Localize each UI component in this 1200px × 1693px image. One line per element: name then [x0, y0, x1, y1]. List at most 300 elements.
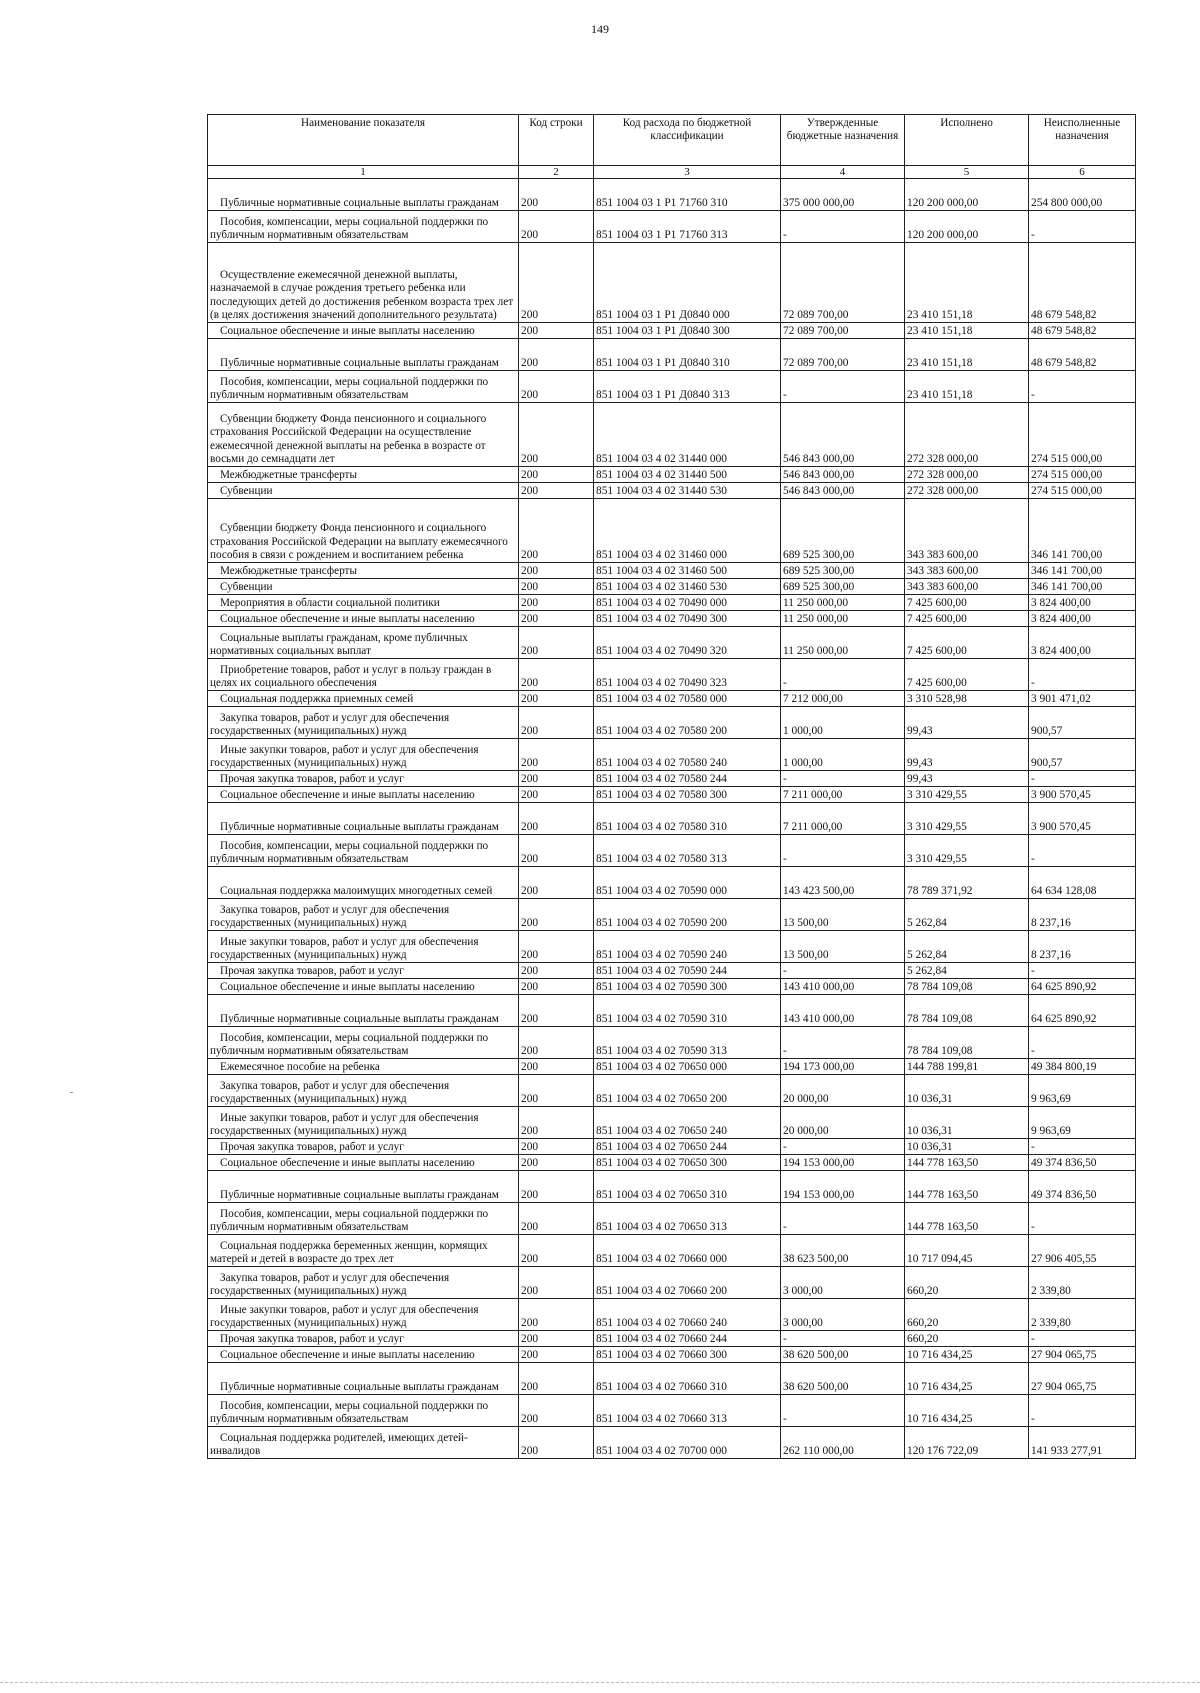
table-row	[208, 803, 1136, 835]
unexecuted-amount-cell: -	[1029, 1027, 1136, 1059]
unexecuted-amount-cell: 9 963,69	[1029, 1075, 1136, 1107]
row-code-cell: 200	[519, 979, 594, 995]
indicator-name-cell: Закупка товаров, работ и услуг для обеспечения государственных (муниципальных) нужд	[208, 707, 519, 739]
header-unexecuted: Неисполненные назначения	[1029, 115, 1136, 166]
executed-amount-cell: 99,43	[905, 707, 1029, 739]
unexecuted-amount-cell: 274 515 000,00	[1029, 483, 1136, 499]
expense-code-cell: 851 1004 03 4 02 70590 310	[594, 995, 781, 1027]
executed-amount-cell: 78 784 109,08	[905, 1027, 1029, 1059]
row-code-cell: 200	[519, 1139, 594, 1155]
row-code-cell: 200	[519, 787, 594, 803]
approved-amount-cell: -	[781, 371, 905, 403]
indicator-name-cell: Социальные выплаты гражданам, кроме публичных нормативных социальных выплат	[208, 627, 519, 659]
approved-amount-cell: 194 153 000,00	[781, 1155, 905, 1171]
executed-amount-cell: 10 036,31	[905, 1107, 1029, 1139]
approved-amount-cell: 7 211 000,00	[781, 787, 905, 803]
header-approved: Утвержденные бюджетные назначения	[781, 115, 905, 166]
approved-amount-cell: 143 410 000,00	[781, 995, 905, 1027]
expense-code-cell: 851 1004 03 4 02 70580 313	[594, 835, 781, 867]
row-code-cell: 200	[519, 1203, 594, 1235]
approved-amount-cell: 72 089 700,00	[781, 323, 905, 339]
column-number-row	[208, 166, 1136, 179]
unexecuted-amount-cell: 3 900 570,45	[1029, 787, 1136, 803]
executed-amount-cell: 5 262,84	[905, 963, 1029, 979]
executed-amount-cell: 120 200 000,00	[905, 179, 1029, 211]
expense-code-cell: 851 1004 03 4 02 70660 200	[594, 1267, 781, 1299]
indicator-name-cell: Межбюджетные трансферты	[208, 563, 519, 579]
executed-amount-cell: 23 410 151,18	[905, 243, 1029, 323]
approved-amount-cell: -	[781, 659, 905, 691]
expense-code-cell: 851 1004 03 4 02 70490 323	[594, 659, 781, 691]
unexecuted-amount-cell: 8 237,16	[1029, 899, 1136, 931]
column-number: 5	[905, 166, 1029, 179]
indicator-name-cell: Осуществление ежемесячной денежной выплаты, назначаемой в случае рождения третьего ребенка или последующих детей до достижения ребенком возраста трех лет (в целях достижения значений дополнительного результата)	[208, 243, 519, 323]
executed-amount-cell: 99,43	[905, 771, 1029, 787]
expense-code-cell: 851 1004 03 4 02 70490 320	[594, 627, 781, 659]
row-code-cell: 200	[519, 739, 594, 771]
approved-amount-cell: 143 423 500,00	[781, 867, 905, 899]
table-row	[208, 1331, 1136, 1347]
table-row	[208, 835, 1136, 867]
table-row	[208, 467, 1136, 483]
table-body	[208, 179, 1136, 1459]
unexecuted-amount-cell: -	[1029, 211, 1136, 243]
approved-amount-cell: 13 500,00	[781, 899, 905, 931]
indicator-name-cell: Пособия, компенсации, меры социальной поддержки по публичным нормативным обязательствам	[208, 1395, 519, 1427]
executed-amount-cell: 343 383 600,00	[905, 499, 1029, 563]
executed-amount-cell: 343 383 600,00	[905, 579, 1029, 595]
unexecuted-amount-cell: -	[1029, 1203, 1136, 1235]
row-code-cell: 200	[519, 1171, 594, 1203]
indicator-name-cell: Субвенции бюджету Фонда пенсионного и социального страхования Российской Федерации на осуществление ежемесячной денежной выплаты на ребенка в возрасте от восьми до семнадцати лет	[208, 403, 519, 467]
approved-amount-cell: 72 089 700,00	[781, 339, 905, 371]
indicator-name-cell: Прочая закупка товаров, работ и услуг	[208, 1139, 519, 1155]
approved-amount-cell: 38 623 500,00	[781, 1235, 905, 1267]
unexecuted-amount-cell: 48 679 548,82	[1029, 243, 1136, 323]
executed-amount-cell: 23 410 151,18	[905, 339, 1029, 371]
indicator-name-cell: Закупка товаров, работ и услуг для обеспечения государственных (муниципальных) нужд	[208, 899, 519, 931]
indicator-name-cell: Мероприятия в области социальной политики	[208, 595, 519, 611]
table-row	[208, 739, 1136, 771]
unexecuted-amount-cell: 27 904 065,75	[1029, 1363, 1136, 1395]
unexecuted-amount-cell: 8 237,16	[1029, 931, 1136, 963]
expense-code-cell: 851 1004 03 4 02 70580 300	[594, 787, 781, 803]
indicator-name-cell: Субвенции	[208, 483, 519, 499]
row-code-cell: 200	[519, 899, 594, 931]
row-code-cell: 200	[519, 1363, 594, 1395]
indicator-name-cell: Социальное обеспечение и иные выплаты населению	[208, 323, 519, 339]
unexecuted-amount-cell: -	[1029, 1395, 1136, 1427]
scan-artifact-line	[0, 1682, 1200, 1683]
expense-code-cell: 851 1004 03 4 02 70580 244	[594, 771, 781, 787]
table-row	[208, 1027, 1136, 1059]
table-row	[208, 243, 1136, 323]
executed-amount-cell: 10 716 434,25	[905, 1395, 1029, 1427]
unexecuted-amount-cell: 346 141 700,00	[1029, 579, 1136, 595]
executed-amount-cell: 78 784 109,08	[905, 995, 1029, 1027]
expense-code-cell: 851 1004 03 4 02 70490 300	[594, 611, 781, 627]
table-row	[208, 1235, 1136, 1267]
table-row	[208, 339, 1136, 371]
approved-amount-cell: 143 410 000,00	[781, 979, 905, 995]
row-code-cell: 200	[519, 1027, 594, 1059]
approved-amount-cell: -	[781, 211, 905, 243]
approved-amount-cell: 546 843 000,00	[781, 403, 905, 467]
table-row	[208, 179, 1136, 211]
executed-amount-cell: 99,43	[905, 739, 1029, 771]
row-code-cell: 200	[519, 627, 594, 659]
header-expense-code: Код расхода по бюджетной классификации	[594, 115, 781, 166]
executed-amount-cell: 10 716 434,25	[905, 1363, 1029, 1395]
table-row	[208, 1347, 1136, 1363]
row-code-cell: 200	[519, 1331, 594, 1347]
column-number: 4	[781, 166, 905, 179]
executed-amount-cell: 660,20	[905, 1299, 1029, 1331]
executed-amount-cell: 5 262,84	[905, 931, 1029, 963]
executed-amount-cell: 272 328 000,00	[905, 403, 1029, 467]
column-number: 1	[208, 166, 519, 179]
executed-amount-cell: 10 716 434,25	[905, 1347, 1029, 1363]
table-row	[208, 979, 1136, 995]
table-row	[208, 579, 1136, 595]
expense-code-cell: 851 1004 03 4 02 70490 000	[594, 595, 781, 611]
expense-code-cell: 851 1004 03 4 02 70650 240	[594, 1107, 781, 1139]
expense-code-cell: 851 1004 03 4 02 70590 000	[594, 867, 781, 899]
table-row	[208, 371, 1136, 403]
row-code-cell: 200	[519, 803, 594, 835]
approved-amount-cell: 1 000,00	[781, 739, 905, 771]
header-executed: Исполнено	[905, 115, 1029, 166]
indicator-name-cell: Межбюджетные трансферты	[208, 467, 519, 483]
indicator-name-cell: Иные закупки товаров, работ и услуг для обеспечения государственных (муниципальных) нужд	[208, 931, 519, 963]
executed-amount-cell: 660,20	[905, 1331, 1029, 1347]
executed-amount-cell: 144 788 199,81	[905, 1059, 1029, 1075]
row-code-cell: 200	[519, 835, 594, 867]
indicator-name-cell: Субвенции бюджету Фонда пенсионного и социального страхования Российской Федерации на выплату ежемесячного пособия в связи с рождением и воспитанием ребенка	[208, 499, 519, 563]
table-row	[208, 1427, 1136, 1459]
table-row	[208, 403, 1136, 467]
approved-amount-cell: -	[781, 1331, 905, 1347]
indicator-name-cell: Прочая закупка товаров, работ и услуг	[208, 1331, 519, 1347]
table-row	[208, 1267, 1136, 1299]
expense-code-cell: 851 1004 03 4 02 70590 240	[594, 931, 781, 963]
table-row	[208, 963, 1136, 979]
approved-amount-cell: -	[781, 1395, 905, 1427]
expense-code-cell: 851 1004 03 4 02 70660 310	[594, 1363, 781, 1395]
approved-amount-cell: 72 089 700,00	[781, 243, 905, 323]
row-code-cell: 200	[519, 579, 594, 595]
expense-code-cell: 851 1004 03 1 P1 Д0840 300	[594, 323, 781, 339]
approved-amount-cell: -	[781, 771, 905, 787]
unexecuted-amount-cell: 3 900 570,45	[1029, 803, 1136, 835]
table-row	[208, 595, 1136, 611]
executed-amount-cell: 3 310 528,98	[905, 691, 1029, 707]
unexecuted-amount-cell: 346 141 700,00	[1029, 499, 1136, 563]
expense-code-cell: 851 1004 03 4 02 70590 313	[594, 1027, 781, 1059]
row-code-cell: 200	[519, 1235, 594, 1267]
indicator-name-cell: Публичные нормативные социальные выплаты гражданам	[208, 179, 519, 211]
expense-code-cell: 851 1004 03 4 02 70650 000	[594, 1059, 781, 1075]
approved-amount-cell: -	[781, 1139, 905, 1155]
executed-amount-cell: 3 310 429,55	[905, 803, 1029, 835]
indicator-name-cell: Социальное обеспечение и иные выплаты населению	[208, 787, 519, 803]
row-code-cell: 200	[519, 867, 594, 899]
table-row	[208, 899, 1136, 931]
unexecuted-amount-cell: 48 679 548,82	[1029, 339, 1136, 371]
indicator-name-cell: Публичные нормативные социальные выплаты гражданам	[208, 1363, 519, 1395]
row-code-cell: 200	[519, 691, 594, 707]
row-code-cell: 200	[519, 771, 594, 787]
table-row	[208, 1139, 1136, 1155]
expense-code-cell: 851 1004 03 4 02 70590 244	[594, 963, 781, 979]
table-row	[208, 1171, 1136, 1203]
row-code-cell: 200	[519, 1075, 594, 1107]
unexecuted-amount-cell: 64 625 890,92	[1029, 979, 1136, 995]
row-code-cell: 200	[519, 371, 594, 403]
table-row	[208, 1059, 1136, 1075]
indicator-name-cell: Ежемесячное пособие на ребенка	[208, 1059, 519, 1075]
table-row	[208, 1075, 1136, 1107]
table-row	[208, 691, 1136, 707]
executed-amount-cell: 7 425 600,00	[905, 611, 1029, 627]
table-row	[208, 1299, 1136, 1331]
expense-code-cell: 851 1004 03 4 02 70650 200	[594, 1075, 781, 1107]
row-code-cell: 200	[519, 467, 594, 483]
executed-amount-cell: 660,20	[905, 1267, 1029, 1299]
executed-amount-cell: 272 328 000,00	[905, 467, 1029, 483]
approved-amount-cell: 20 000,00	[781, 1075, 905, 1107]
expense-code-cell: 851 1004 03 4 02 70590 300	[594, 979, 781, 995]
table-row	[208, 499, 1136, 563]
executed-amount-cell: 3 310 429,55	[905, 787, 1029, 803]
approved-amount-cell: 38 620 500,00	[781, 1363, 905, 1395]
executed-amount-cell: 10 036,31	[905, 1075, 1029, 1107]
table-row	[208, 931, 1136, 963]
expense-code-cell: 851 1004 03 4 02 70580 310	[594, 803, 781, 835]
approved-amount-cell: 194 153 000,00	[781, 1171, 905, 1203]
unexecuted-amount-cell: -	[1029, 1331, 1136, 1347]
table-row	[208, 211, 1136, 243]
expense-code-cell: 851 1004 03 4 02 70650 300	[594, 1155, 781, 1171]
unexecuted-amount-cell: -	[1029, 963, 1136, 979]
executed-amount-cell: 78 789 371,92	[905, 867, 1029, 899]
executed-amount-cell: 7 425 600,00	[905, 627, 1029, 659]
approved-amount-cell: 3 000,00	[781, 1267, 905, 1299]
unexecuted-amount-cell: 274 515 000,00	[1029, 467, 1136, 483]
expense-code-cell: 851 1004 03 4 02 70580 240	[594, 739, 781, 771]
row-code-cell: 200	[519, 483, 594, 499]
executed-amount-cell: 3 310 429,55	[905, 835, 1029, 867]
unexecuted-amount-cell: 49 374 836,50	[1029, 1155, 1136, 1171]
unexecuted-amount-cell: 346 141 700,00	[1029, 563, 1136, 579]
expense-code-cell: 851 1004 03 4 02 31460 500	[594, 563, 781, 579]
expense-code-cell: 851 1004 03 4 02 70650 310	[594, 1171, 781, 1203]
row-code-cell: 200	[519, 1155, 594, 1171]
indicator-name-cell: Социальная поддержка родителей, имеющих детей-инвалидов	[208, 1427, 519, 1459]
approved-amount-cell: -	[781, 1027, 905, 1059]
expense-code-cell: 851 1004 03 4 02 70700 000	[594, 1427, 781, 1459]
expense-code-cell: 851 1004 03 4 02 70660 240	[594, 1299, 781, 1331]
row-code-cell: 200	[519, 499, 594, 563]
executed-amount-cell: 144 778 163,50	[905, 1171, 1029, 1203]
executed-amount-cell: 10 036,31	[905, 1139, 1029, 1155]
scan-artifact-dot	[70, 1092, 73, 1093]
row-code-cell: 200	[519, 1267, 594, 1299]
indicator-name-cell: Иные закупки товаров, работ и услуг для обеспечения государственных (муниципальных) нужд	[208, 739, 519, 771]
unexecuted-amount-cell: -	[1029, 835, 1136, 867]
indicator-name-cell: Пособия, компенсации, меры социальной поддержки по публичным нормативным обязательствам	[208, 211, 519, 243]
approved-amount-cell: 546 843 000,00	[781, 483, 905, 499]
table-row	[208, 995, 1136, 1027]
approved-amount-cell: 11 250 000,00	[781, 611, 905, 627]
unexecuted-amount-cell: 900,57	[1029, 707, 1136, 739]
row-code-cell: 200	[519, 659, 594, 691]
indicator-name-cell: Пособия, компенсации, меры социальной поддержки по публичным нормативным обязательствам	[208, 1203, 519, 1235]
approved-amount-cell: 38 620 500,00	[781, 1347, 905, 1363]
table-row	[208, 563, 1136, 579]
unexecuted-amount-cell: -	[1029, 371, 1136, 403]
unexecuted-amount-cell: -	[1029, 1139, 1136, 1155]
table-row	[208, 1107, 1136, 1139]
approved-amount-cell: 13 500,00	[781, 931, 905, 963]
expense-code-cell: 851 1004 03 4 02 70580 000	[594, 691, 781, 707]
indicator-name-cell: Пособия, компенсации, меры социальной поддержки по публичным нормативным обязательствам	[208, 371, 519, 403]
indicator-name-cell: Социальное обеспечение и иные выплаты населению	[208, 1155, 519, 1171]
table-row	[208, 707, 1136, 739]
column-number: 2	[519, 166, 594, 179]
page-number: 149	[591, 22, 609, 36]
row-code-cell: 200	[519, 707, 594, 739]
executed-amount-cell: 10 717 094,45	[905, 1235, 1029, 1267]
indicator-name-cell: Социальная поддержка беременных женщин, кормящих матерей и детей в возрасте до трех лет	[208, 1235, 519, 1267]
executed-amount-cell: 120 176 722,09	[905, 1427, 1029, 1459]
column-number: 3	[594, 166, 781, 179]
budget-execution-table	[207, 114, 1136, 1459]
expense-code-cell: 851 1004 03 1 P1 Д0840 000	[594, 243, 781, 323]
indicator-name-cell: Социальное обеспечение и иные выплаты населению	[208, 979, 519, 995]
unexecuted-amount-cell: 27 904 065,75	[1029, 1347, 1136, 1363]
indicator-name-cell: Прочая закупка товаров, работ и услуг	[208, 771, 519, 787]
unexecuted-amount-cell: 3 824 400,00	[1029, 595, 1136, 611]
executed-amount-cell: 78 784 109,08	[905, 979, 1029, 995]
indicator-name-cell: Иные закупки товаров, работ и услуг для обеспечения государственных (муниципальных) нужд	[208, 1107, 519, 1139]
indicator-name-cell: Закупка товаров, работ и услуг для обеспечения государственных (муниципальных) нужд	[208, 1267, 519, 1299]
row-code-cell: 200	[519, 1395, 594, 1427]
row-code-cell: 200	[519, 179, 594, 211]
row-code-cell: 200	[519, 1107, 594, 1139]
expense-code-cell: 851 1004 03 4 02 70660 244	[594, 1331, 781, 1347]
row-code-cell: 200	[519, 243, 594, 323]
expense-code-cell: 851 1004 03 4 02 70660 000	[594, 1235, 781, 1267]
executed-amount-cell: 7 425 600,00	[905, 595, 1029, 611]
approved-amount-cell: -	[781, 835, 905, 867]
indicator-name-cell: Иные закупки товаров, работ и услуг для обеспечения государственных (муниципальных) нужд	[208, 1299, 519, 1331]
expense-code-cell: 851 1004 03 4 02 70660 313	[594, 1395, 781, 1427]
approved-amount-cell: 3 000,00	[781, 1299, 905, 1331]
table-row	[208, 787, 1136, 803]
indicator-name-cell: Социальная поддержка малоимущих многодетных семей	[208, 867, 519, 899]
expense-code-cell: 851 1004 03 1 P1 Д0840 313	[594, 371, 781, 403]
row-code-cell: 200	[519, 323, 594, 339]
executed-amount-cell: 272 328 000,00	[905, 483, 1029, 499]
expense-code-cell: 851 1004 03 1 P1 71760 313	[594, 211, 781, 243]
executed-amount-cell: 23 410 151,18	[905, 371, 1029, 403]
row-code-cell: 200	[519, 931, 594, 963]
unexecuted-amount-cell: 900,57	[1029, 739, 1136, 771]
indicator-name-cell: Социальная поддержка приемных семей	[208, 691, 519, 707]
unexecuted-amount-cell: 64 634 128,08	[1029, 867, 1136, 899]
expense-code-cell: 851 1004 03 4 02 31460 000	[594, 499, 781, 563]
table-row	[208, 1363, 1136, 1395]
table-row	[208, 483, 1136, 499]
unexecuted-amount-cell: 274 515 000,00	[1029, 403, 1136, 467]
unexecuted-amount-cell: 2 339,80	[1029, 1299, 1136, 1331]
executed-amount-cell: 120 200 000,00	[905, 211, 1029, 243]
unexecuted-amount-cell: 3 824 400,00	[1029, 627, 1136, 659]
expense-code-cell: 851 1004 03 4 02 70650 313	[594, 1203, 781, 1235]
table-row	[208, 1395, 1136, 1427]
executed-amount-cell: 23 410 151,18	[905, 323, 1029, 339]
expense-code-cell: 851 1004 03 4 02 70590 200	[594, 899, 781, 931]
expense-code-cell: 851 1004 03 4 02 70660 300	[594, 1347, 781, 1363]
row-code-cell: 200	[519, 1347, 594, 1363]
executed-amount-cell: 7 425 600,00	[905, 659, 1029, 691]
approved-amount-cell: 375 000 000,00	[781, 179, 905, 211]
approved-amount-cell: 689 525 300,00	[781, 579, 905, 595]
column-number: 6	[1029, 166, 1136, 179]
indicator-name-cell: Публичные нормативные социальные выплаты гражданам	[208, 995, 519, 1027]
table-row	[208, 867, 1136, 899]
approved-amount-cell: -	[781, 1203, 905, 1235]
indicator-name-cell: Публичные нормативные социальные выплаты гражданам	[208, 803, 519, 835]
approved-amount-cell: 11 250 000,00	[781, 595, 905, 611]
row-code-cell: 200	[519, 563, 594, 579]
row-code-cell: 200	[519, 611, 594, 627]
row-code-cell: 200	[519, 211, 594, 243]
unexecuted-amount-cell: 3 824 400,00	[1029, 611, 1136, 627]
header-row-code: Код строки	[519, 115, 594, 166]
unexecuted-amount-cell: 141 933 277,91	[1029, 1427, 1136, 1459]
indicator-name-cell: Социальное обеспечение и иные выплаты населению	[208, 611, 519, 627]
approved-amount-cell: 546 843 000,00	[781, 467, 905, 483]
row-code-cell: 200	[519, 595, 594, 611]
unexecuted-amount-cell: 2 339,80	[1029, 1267, 1136, 1299]
indicator-name-cell: Прочая закупка товаров, работ и услуг	[208, 963, 519, 979]
row-code-cell: 200	[519, 1059, 594, 1075]
table-row	[208, 627, 1136, 659]
row-code-cell: 200	[519, 1299, 594, 1331]
table-row	[208, 1155, 1136, 1171]
row-code-cell: 200	[519, 339, 594, 371]
approved-amount-cell: -	[781, 963, 905, 979]
indicator-name-cell: Пособия, компенсации, меры социальной поддержки по публичным нормативным обязательствам	[208, 835, 519, 867]
expense-code-cell: 851 1004 03 4 02 31440 530	[594, 483, 781, 499]
unexecuted-amount-cell: 49 374 836,50	[1029, 1171, 1136, 1203]
unexecuted-amount-cell: 64 625 890,92	[1029, 995, 1136, 1027]
indicator-name-cell: Приобретение товаров, работ и услуг в пользу граждан в целях их социального обеспечения	[208, 659, 519, 691]
table-row	[208, 611, 1136, 627]
approved-amount-cell: 262 110 000,00	[781, 1427, 905, 1459]
approved-amount-cell: 20 000,00	[781, 1107, 905, 1139]
table-row	[208, 659, 1136, 691]
executed-amount-cell: 343 383 600,00	[905, 563, 1029, 579]
executed-amount-cell: 144 778 163,50	[905, 1203, 1029, 1235]
approved-amount-cell: 689 525 300,00	[781, 499, 905, 563]
approved-amount-cell: 1 000,00	[781, 707, 905, 739]
unexecuted-amount-cell: 49 384 800,19	[1029, 1059, 1136, 1075]
unexecuted-amount-cell: 48 679 548,82	[1029, 323, 1136, 339]
unexecuted-amount-cell: 27 906 405,55	[1029, 1235, 1136, 1267]
